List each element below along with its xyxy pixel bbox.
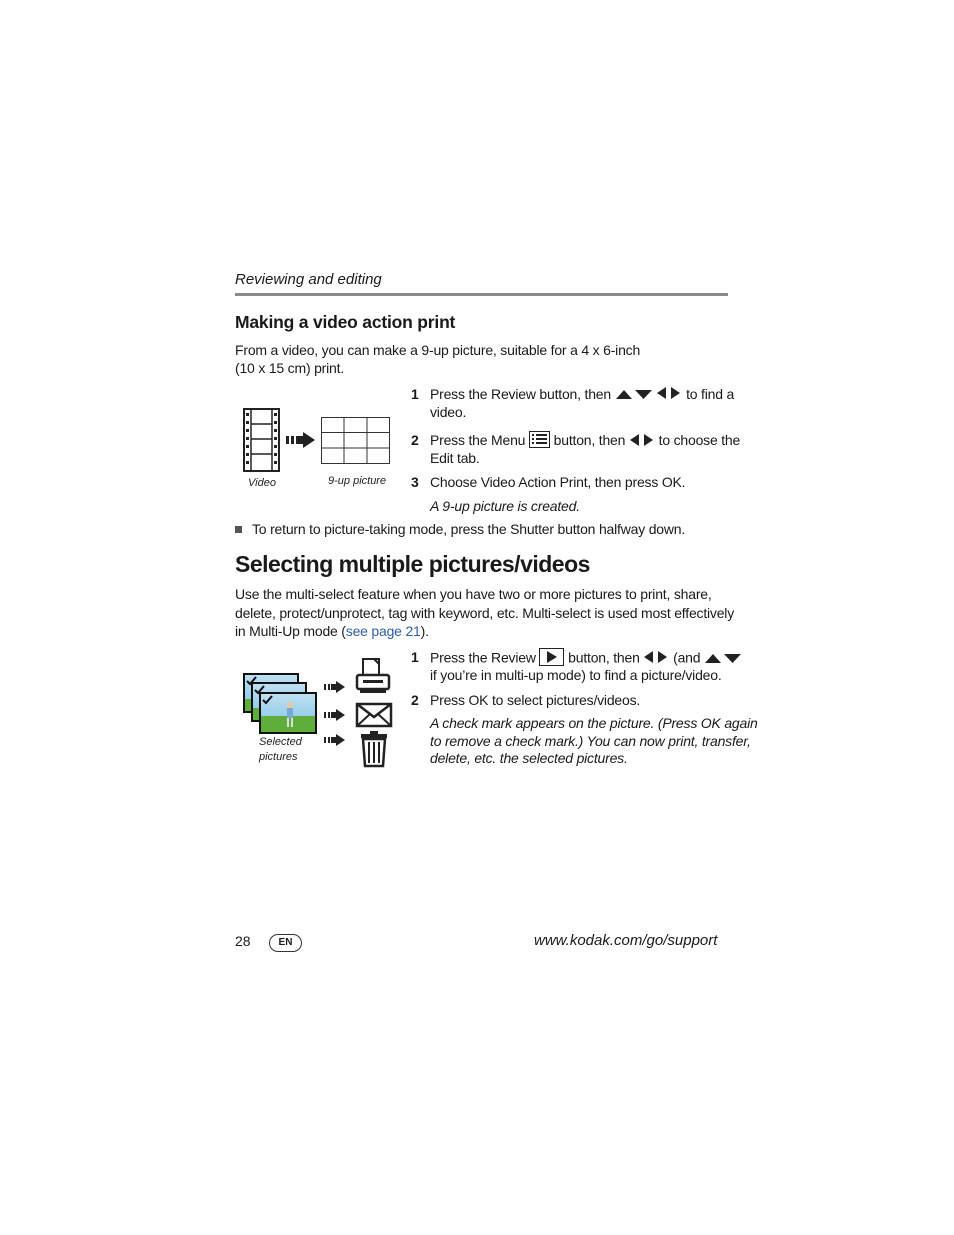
step-text: to find a [686, 386, 735, 402]
step-text: if you’re in multi-up mode) to find a picture/video. [430, 667, 722, 683]
left-right-arrows-icon [629, 433, 655, 451]
bullet-square-icon [235, 526, 242, 533]
step-number: 2 [411, 692, 419, 708]
intro-text: ). [420, 623, 429, 639]
intro-line-1: From a video, you can make a 9-up picture, suitable for a 4 x 6-inch [235, 342, 641, 358]
arrow-down-right-icon [324, 733, 346, 751]
step-text: Press the Menu [430, 432, 526, 449]
step-result-line-2: to remove a check mark.) You can now print, transfer, [430, 733, 751, 749]
intro-line-2: delete, protect/unprotect, tag with keyword, etc. Multi-select is used most effectively [235, 605, 735, 621]
running-head: Reviewing and editing [235, 271, 382, 288]
step-text: Edit tab. [430, 450, 480, 466]
step-text: Press OK to select pictures/videos. [430, 692, 641, 708]
step-text: Press the Review button, then [430, 386, 611, 402]
step-number: 1 [411, 649, 419, 665]
step-result-line-3: delete, etc. the selected pictures. [430, 750, 628, 766]
step-text: to choose the [658, 432, 741, 449]
menu-button-icon [529, 431, 550, 452]
step-1-text [430, 385, 734, 404]
trash-icon [360, 730, 388, 773]
figure-caption-line-2: pictures [259, 751, 298, 763]
step-text: button, then [568, 649, 640, 666]
figure-caption-line-1: Selected [259, 736, 302, 748]
video-filmstrip-icon [242, 408, 282, 477]
section-title-multi-select: Selecting multiple pictures/videos [235, 551, 590, 577]
intro-line-1: Use the multi-select feature when you have two or more pictures to print, share, [235, 586, 712, 602]
step-result: A 9-up picture is created. [430, 498, 580, 514]
step-number: 3 [411, 474, 419, 490]
step-text: Choose Video Action Print, then press OK. [430, 474, 686, 490]
step-number: 2 [411, 432, 419, 448]
step-text: Press the Review [430, 649, 536, 666]
up-down-arrows-icon [615, 386, 653, 404]
bullet-item [235, 520, 685, 538]
step-text: (and [673, 649, 701, 666]
left-right-arrows-icon [656, 386, 682, 404]
envelope-icon [355, 702, 393, 733]
step-text: video. [430, 404, 467, 420]
printer-icon [355, 657, 391, 700]
section-title-video-action-print: Making a video action print [235, 312, 456, 332]
arrow-right-icon [324, 708, 346, 726]
step-text: button, then [553, 432, 626, 449]
header-rule [235, 293, 728, 296]
bullet-text: To return to picture-taking mode, press the Shutter button halfway down. [252, 521, 686, 537]
step-number: 1 [411, 386, 419, 402]
language-badge: EN [269, 934, 302, 952]
intro-text: in Multi-Up mode ( [235, 623, 346, 639]
intro-line-3 [235, 622, 429, 640]
nine-up-grid-icon [321, 417, 391, 470]
arrow-up-right-icon [324, 680, 346, 698]
figure-caption-video: Video [248, 477, 276, 489]
intro-line-2: (10 x 15 cm) print. [235, 360, 345, 376]
see-page-link[interactable]: see page 21 [345, 623, 421, 639]
support-url[interactable]: www.kodak.com/go/support [534, 932, 718, 949]
selected-pictures-stack-icon [242, 671, 318, 740]
figure-caption-9up: 9-up picture [328, 475, 387, 487]
step-result-line-1: A check mark appears on the picture. (Press OK again [430, 715, 758, 731]
page-number: 28 [235, 933, 251, 949]
arrow-right-icon [286, 432, 316, 453]
